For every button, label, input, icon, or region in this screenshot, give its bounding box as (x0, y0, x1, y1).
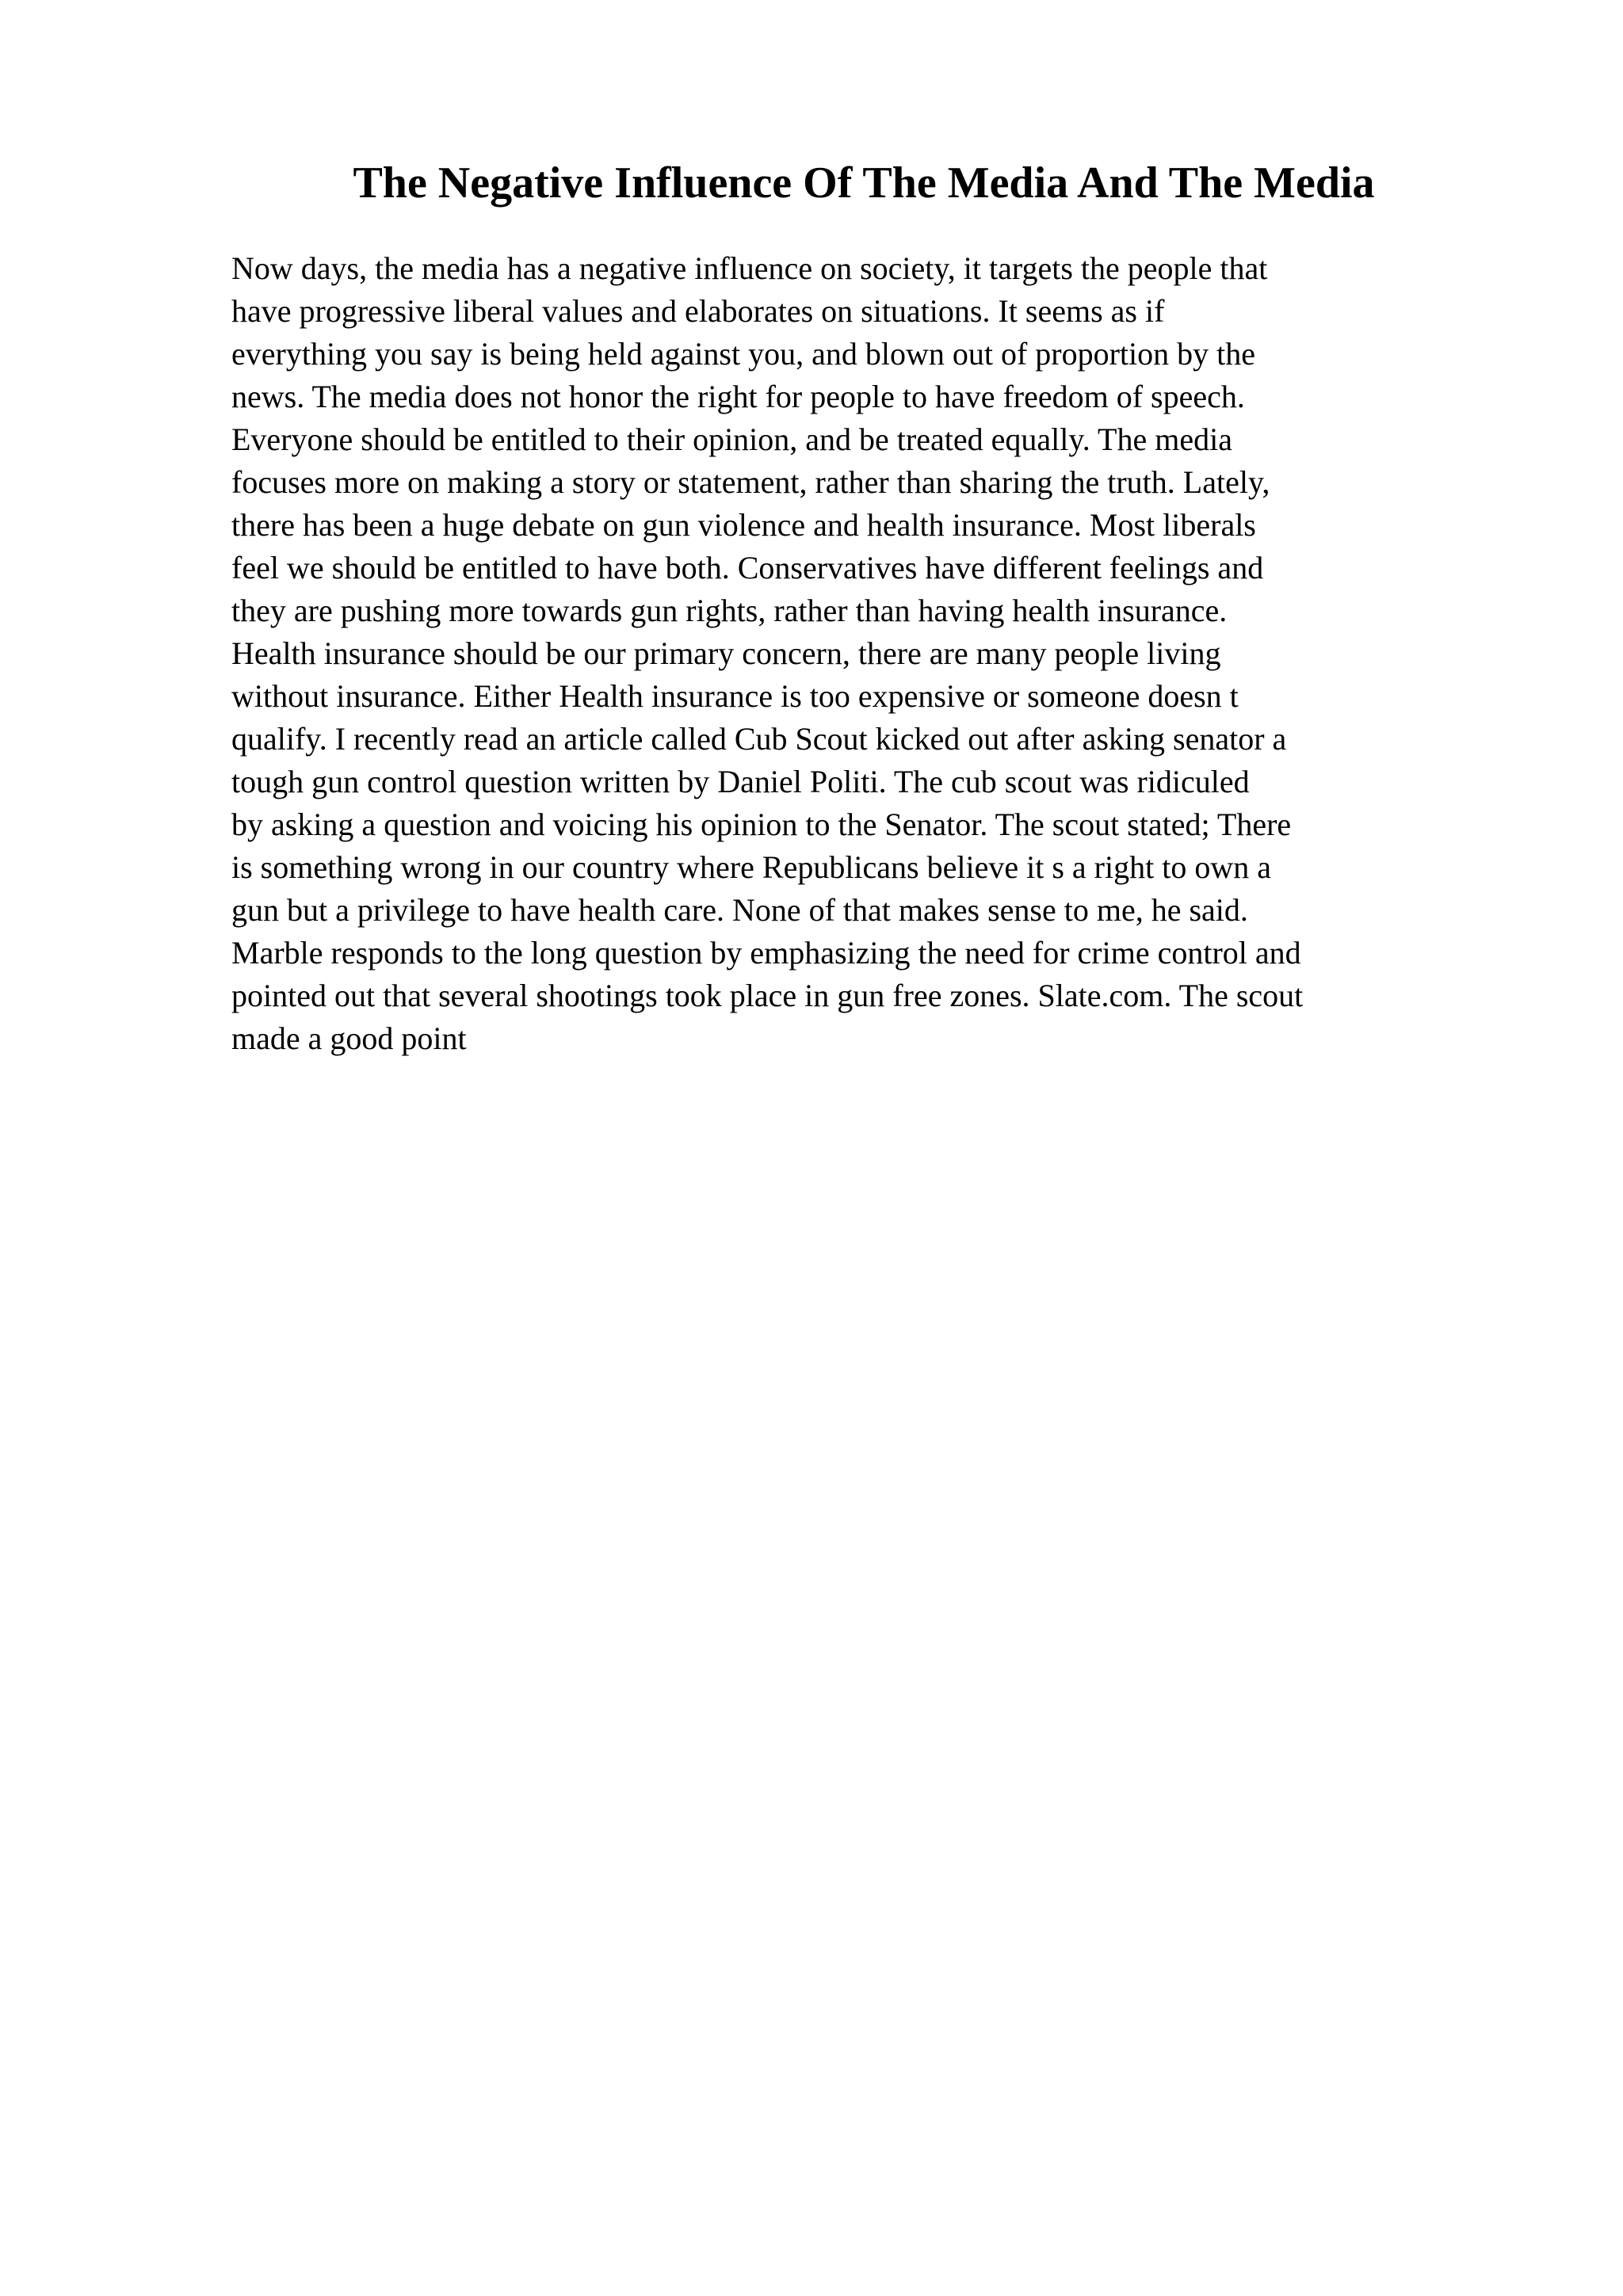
body-line: without insurance. Either Health insurance is too expensive or someone doesn t (231, 678, 1239, 714)
body-line: Health insurance should be our primary concern, there are many people living (231, 635, 1221, 671)
body-line: there has been a huge debate on gun violence and health insurance. Most liberals (231, 507, 1256, 543)
body-line: Everyone should be entitled to their opinion, and be treated equally. The media (231, 421, 1232, 457)
body-line: made a good point (231, 1020, 467, 1056)
body-line: news. The media does not honor the right for people to have freedom of speech. (231, 379, 1245, 414)
body-line: by asking a question and voicing his opinion to the Senator. The scout stated; There (231, 807, 1292, 842)
body-line: qualify. I recently read an article called Cub Scout kicked out after asking senator a (231, 721, 1287, 757)
body-line: everything you say is being held against you, and blown out of proportion by the (231, 336, 1256, 372)
body-line: Marble responds to the long question by emphasizing the need for crime control and (231, 935, 1301, 971)
body-line: have progressive liberal values and elaborates on situations. It seems as if (231, 293, 1165, 329)
body-line: tough gun control question written by Daniel Politi. The cub scout was ridiculed (231, 764, 1250, 799)
body-line: they are pushing more towards gun rights, rather than having health insurance. (231, 593, 1228, 628)
document-body (231, 247, 1499, 1060)
body-line: Now days, the media has a negative influence on society, it targets the people that (231, 250, 1268, 286)
body-line: gun but a privilege to have health care. None of that makes sense to me, he said. (231, 892, 1248, 928)
body-line: is something wrong in our country where Republicans believe it s a right to own a (231, 849, 1271, 885)
body-line: focuses more on making a story or statement, rather than sharing the truth. Lately, (231, 464, 1270, 500)
body-line: pointed out that several shootings took place in gun free zones. Slate.com. The scout (231, 978, 1304, 1013)
body-line: feel we should be entitled to have both. Conservatives have different feelings and (231, 550, 1264, 585)
document-title: The Negative Influence Of The Media And The Media (353, 158, 1375, 208)
